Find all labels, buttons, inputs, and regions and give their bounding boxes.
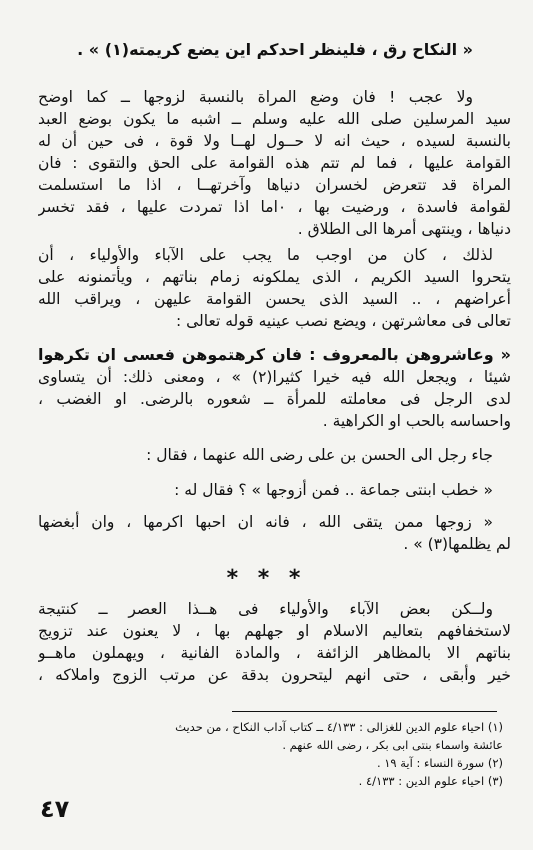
text-line: تعالى فى معاشرتهن ، ويضع نصب عينيه قوله تعالى :	[175, 312, 511, 330]
text-line: لقوامة فاسدة ، ورضيت بها ، ٠اما اذا تمردت عليها ، فقد تخسر	[38, 198, 511, 216]
text-line: واحساسه بالحب او الكراهية .	[322, 412, 511, 430]
hadith-quote: « النكاح رق ، فلينظر احدكم اين يضع كريمته(١) » .	[77, 40, 473, 59]
text-line: جاء رجل الى الحسن بن على رضى الله عنهما ، فقال :	[146, 446, 493, 464]
text-line: لذلك ، كان من اوجب ما يجب على الآباء والأولياء ، أن	[38, 246, 493, 264]
text-line: شيئا ، ويجعل الله فيه خيرا كثيرا(٢) » ، ومعنى ذلك: أن يتساوى	[38, 368, 511, 386]
text-line: لاستخفافهم بتعاليم الاسلام او جهلهم بها ، لا يعنون عند تزويج	[38, 622, 511, 640]
text-line: خير وأبقى ، حتى انهم ليتحرون بدقة عن مرتب الزوج واملاكه ،	[38, 666, 511, 684]
footnote: (٣) احياء علوم الدين : ٤/١٣٣ .	[358, 774, 503, 788]
text-line: سيد المرسلين صلى الله عليه وسلم ــ اشبه ما يكون بوضع العبد	[38, 110, 511, 128]
text-line: المراة قد تتعرض لخسران دنياها وآخرتهــا ، اذا ما استسلمت	[38, 176, 511, 194]
text-line: القوامة عليها ، فما لم تتم هذه القوامة على الحق والتقوى : فان	[38, 154, 511, 172]
text-line: لدى الرجل فى معاملته للمرأة ــ شعوره بالرضى. او الغضب ،	[38, 390, 511, 408]
text-line: بالنسبة لسيده ، حيث انه لا حــول لهــا ولا قوة ، فى حين أن له	[38, 132, 511, 150]
text-line: يتحروا السيد الكريم ، الذى يملكونه زمام بناتهم ، ويأتمنونه على	[38, 268, 511, 286]
section-separator: * * *	[226, 566, 307, 591]
footnote-divider	[232, 711, 497, 712]
text-line: ولا عجب ! فان وضع المراة بالنسبة لزوجها ــ كما اوضح	[38, 88, 473, 106]
quran-quote: « وعاشروهن بالمعروف : فان كرهتموهن فعسى ان تكرهوا	[38, 345, 511, 364]
text-line: أعراضهم ، .. السيد الذى يحسن القوامة عليهن ، ويراقب الله	[38, 290, 511, 308]
footnote: (٢) سورة النساء : آية ١٩ .	[376, 756, 503, 770]
text-line: « خطب ابنتى جماعة .. فمن أزوجها » ؟ فقال له :	[174, 481, 493, 499]
footnote: عائشة واسماء بنتى ابى بكر ، رضى الله عنهم .	[282, 738, 503, 752]
text-line: « زوجها ممن يتقى الله ، فانه ان احبها اكرمها ، وان أبغضها	[38, 513, 493, 531]
text-line: بناتهم الا بالمظاهر الزائفة ، والمادة الفانية ، ويهملون ماهــو	[38, 644, 511, 662]
text-line: لم يظلمها(٣) » .	[403, 535, 511, 553]
page-number: ٤٧	[40, 795, 70, 823]
footnote: (١) احياء علوم الدين للغزالى : ٤/١٣٣ ــ كتاب آداب النكاح ، من حديث	[175, 720, 503, 734]
text-line: دنياها ، وينتهى أمرها الى الطلاق .	[297, 220, 511, 238]
text-line: ولــكن بعض الآباء والأولياء فى هــذا العصر ــ كنتيجة	[38, 600, 493, 618]
